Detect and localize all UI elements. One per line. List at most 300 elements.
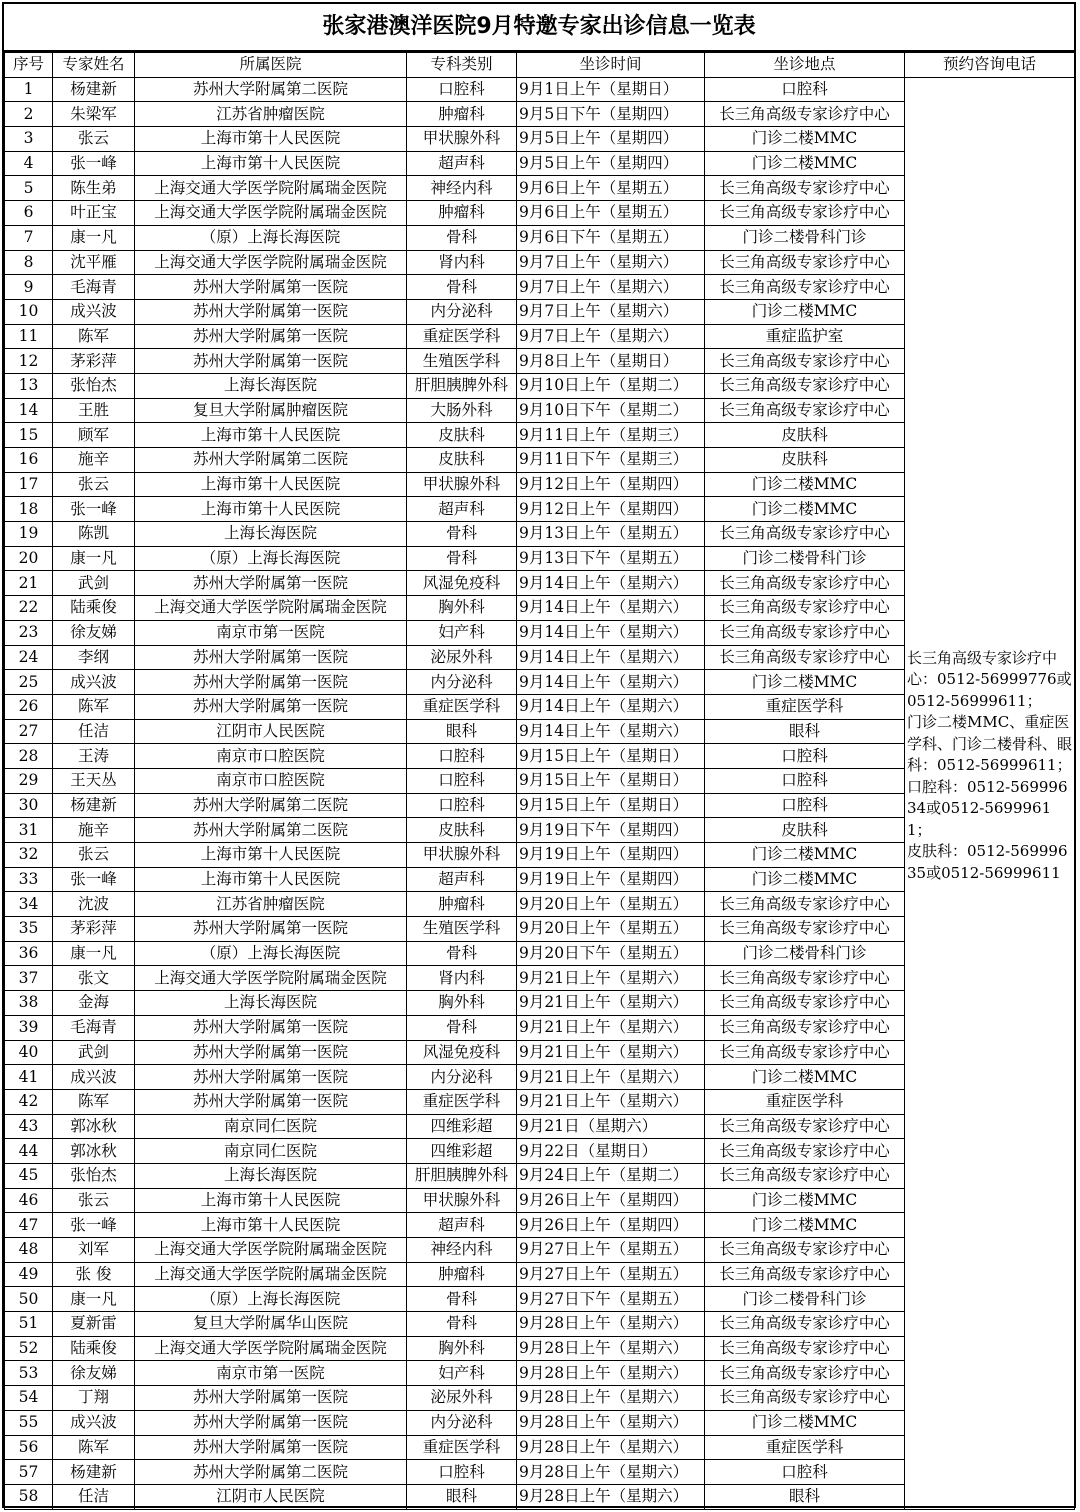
cell-no: 24: [5, 645, 53, 670]
cell-dept: 重症医学科: [407, 694, 517, 719]
cell-name: 顾军: [53, 423, 135, 448]
cell-name: 杨建新: [53, 77, 135, 102]
cell-name: 武剑: [53, 571, 135, 596]
cell-hospital: 苏州大学附属第一医院: [135, 1040, 407, 1065]
cell-location: 长三角高级专家诊疗中心: [705, 620, 905, 645]
cell-dept: 甲状腺外科: [407, 472, 517, 497]
header-no: 序号: [5, 53, 53, 78]
cell-location: 门诊二楼骨科门诊: [705, 225, 905, 250]
cell-no: 23: [5, 620, 53, 645]
cell-dept: 超声科: [407, 1213, 517, 1238]
cell-dept: 妇产科: [407, 620, 517, 645]
cell-hospital: 苏州大学附属第一医院: [135, 670, 407, 695]
cell-no: 55: [5, 1410, 53, 1435]
cell-time: 9月10日上午（星期二）: [517, 373, 705, 398]
cell-time: 9月14日上午（星期六）: [517, 719, 705, 744]
cell-name: 成兴波: [53, 670, 135, 695]
cell-no: 51: [5, 1312, 53, 1337]
cell-hospital: 苏州大学附属第一医院: [135, 694, 407, 719]
cell-location: 长三角高级专家诊疗中心: [705, 1386, 905, 1411]
cell-hospital: 上海交通大学医学院附属瑞金医院: [135, 201, 407, 226]
cell-dept: 肿瘤科: [407, 201, 517, 226]
cell-dept: 内分泌科: [407, 1065, 517, 1090]
cell-no: 20: [5, 546, 53, 571]
cell-hospital: （原）上海长海医院: [135, 546, 407, 571]
cell-location: 长三角高级专家诊疗中心: [705, 1015, 905, 1040]
cell-name: 刘军: [53, 1238, 135, 1263]
cell-location: 长三角高级专家诊疗中心: [705, 1139, 905, 1164]
cell-dept: 肾内科: [407, 966, 517, 991]
header-phone: 预约咨询电话: [905, 53, 1075, 78]
cell-location: 长三角高级专家诊疗中心: [705, 966, 905, 991]
cell-no: 28: [5, 744, 53, 769]
cell-name: 张一峰: [53, 1213, 135, 1238]
cell-no: 11: [5, 324, 53, 349]
cell-time: 9月5日上午（星期四）: [517, 151, 705, 176]
cell-time: 9月7日上午（星期六）: [517, 275, 705, 300]
header-name: 专家姓名: [53, 53, 135, 78]
cell-no: 50: [5, 1287, 53, 1312]
cell-name: 张怡杰: [53, 373, 135, 398]
cell-location: 皮肤科: [705, 818, 905, 843]
cell-location: 长三角高级专家诊疗中心: [705, 522, 905, 547]
cell-hospital: 上海交通大学医学院附属瑞金医院: [135, 176, 407, 201]
cell-no: 47: [5, 1213, 53, 1238]
cell-time: 9月15日上午（星期日）: [517, 768, 705, 793]
cell-name: 张云: [53, 1188, 135, 1213]
cell-name: 张一峰: [53, 497, 135, 522]
cell-hospital: 南京同仁医院: [135, 1139, 407, 1164]
cell-dept: 骨科: [407, 1312, 517, 1337]
cell-time: 9月28日上午（星期六）: [517, 1386, 705, 1411]
cell-dept: 口腔科: [407, 768, 517, 793]
cell-no: 30: [5, 793, 53, 818]
cell-hospital: （原）上海长海医院: [135, 1287, 407, 1312]
cell-location: 皮肤科: [705, 423, 905, 448]
cell-time: 9月21日上午（星期六）: [517, 1015, 705, 1040]
cell-hospital: 上海市第十人民医院: [135, 843, 407, 868]
cell-no: 14: [5, 398, 53, 423]
cell-dept: 重症医学科: [407, 1089, 517, 1114]
cell-name: 杨建新: [53, 793, 135, 818]
cell-name: 夏新雷: [53, 1312, 135, 1337]
header-hospital: 所属医院: [135, 53, 407, 78]
cell-no: 17: [5, 472, 53, 497]
cell-hospital: 苏州大学附属第一医院: [135, 917, 407, 942]
cell-no: 16: [5, 448, 53, 473]
cell-time: 9月15日上午（星期日）: [517, 793, 705, 818]
cell-name: 陆乘俊: [53, 1336, 135, 1361]
cell-time: 9月28日上午（星期六）: [517, 1312, 705, 1337]
cell-dept: 内分泌科: [407, 1410, 517, 1435]
cell-name: 杨建新: [53, 1460, 135, 1485]
cell-name: 康一凡: [53, 1287, 135, 1312]
cell-no: 8: [5, 250, 53, 275]
cell-name: 成兴波: [53, 299, 135, 324]
cell-hospital: 上海交通大学医学院附属瑞金医院: [135, 1262, 407, 1287]
cell-hospital: 南京市口腔医院: [135, 768, 407, 793]
cell-time: 9月27日下午（星期五）: [517, 1287, 705, 1312]
cell-no: 34: [5, 892, 53, 917]
cell-no: 4: [5, 151, 53, 176]
cell-no: 21: [5, 571, 53, 596]
cell-location: 长三角高级专家诊疗中心: [705, 176, 905, 201]
cell-dept: 口腔科: [407, 77, 517, 102]
cell-no: 45: [5, 1163, 53, 1188]
cell-time: 9月28日上午（星期六）: [517, 1460, 705, 1485]
cell-dept: 骨科: [407, 546, 517, 571]
cell-dept: 风湿免疫科: [407, 571, 517, 596]
cell-location: 长三角高级专家诊疗中心: [705, 917, 905, 942]
cell-name: 徐友娣: [53, 1361, 135, 1386]
cell-no: 39: [5, 1015, 53, 1040]
schedule-table: [4, 52, 1075, 1510]
cell-time: 9月19日上午（星期四）: [517, 867, 705, 892]
cell-hospital: 苏州大学附属第一医院: [135, 1435, 407, 1460]
cell-time: 9月5日下午（星期四）: [517, 102, 705, 127]
cell-time: 9月22日（星期日）: [517, 1139, 705, 1164]
cell-name: 张一峰: [53, 867, 135, 892]
cell-name: 陈军: [53, 1435, 135, 1460]
cell-hospital: 上海市第十人民医院: [135, 472, 407, 497]
cell-location: 门诊二楼骨科门诊: [705, 941, 905, 966]
cell-location: 眼科: [705, 1484, 905, 1509]
cell-time: 9月24日上午（星期二）: [517, 1163, 705, 1188]
cell-name: 陈生弟: [53, 176, 135, 201]
cell-dept: 皮肤科: [407, 818, 517, 843]
cell-dept: 肾内科: [407, 250, 517, 275]
cell-no: 22: [5, 596, 53, 621]
cell-name: 张文: [53, 966, 135, 991]
cell-dept: 骨科: [407, 1015, 517, 1040]
cell-time: 9月26日上午（星期四）: [517, 1188, 705, 1213]
cell-hospital: 苏州大学附属第一医院: [135, 299, 407, 324]
cell-dept: 重症医学科: [407, 1435, 517, 1460]
cell-time: 9月8日上午（星期日）: [517, 349, 705, 374]
cell-dept: 皮肤科: [407, 448, 517, 473]
cell-dept: 四维彩超: [407, 1139, 517, 1164]
cell-time: 9月5日上午（星期四）: [517, 127, 705, 152]
cell-time: 9月12日上午（星期四）: [517, 472, 705, 497]
cell-name: 毛海青: [53, 1015, 135, 1040]
cell-location: 长三角高级专家诊疗中心: [705, 373, 905, 398]
cell-name: 任洁: [53, 1484, 135, 1509]
cell-time: 9月28日上午（星期六）: [517, 1484, 705, 1509]
cell-time: 9月21日上午（星期六）: [517, 1089, 705, 1114]
cell-location: 门诊二楼MMC: [705, 843, 905, 868]
cell-no: 54: [5, 1386, 53, 1411]
cell-time: 9月19日下午（星期四）: [517, 818, 705, 843]
cell-time: 9月14日上午（星期六）: [517, 620, 705, 645]
cell-hospital: 上海市第十人民医院: [135, 1188, 407, 1213]
cell-location: 门诊二楼MMC: [705, 127, 905, 152]
cell-no: 58: [5, 1484, 53, 1509]
cell-dept: 生殖医学科: [407, 917, 517, 942]
cell-name: 施辛: [53, 448, 135, 473]
cell-no: 18: [5, 497, 53, 522]
cell-time: 9月21日上午（星期六）: [517, 966, 705, 991]
cell-dept: 内分泌科: [407, 299, 517, 324]
cell-time: 9月6日上午（星期五）: [517, 176, 705, 201]
cell-no: 42: [5, 1089, 53, 1114]
cell-name: 徐友娣: [53, 620, 135, 645]
cell-no: 35: [5, 917, 53, 942]
cell-location: 长三角高级专家诊疗中心: [705, 398, 905, 423]
cell-name: 陈凯: [53, 522, 135, 547]
cell-location: 长三角高级专家诊疗中心: [705, 1262, 905, 1287]
cell-dept: 风湿免疫科: [407, 1040, 517, 1065]
cell-hospital: 苏州大学附属第一医院: [135, 571, 407, 596]
cell-location: 门诊二楼MMC: [705, 151, 905, 176]
cell-name: 张 俊: [53, 1262, 135, 1287]
cell-hospital: 上海市第十人民医院: [135, 423, 407, 448]
cell-location: 门诊二楼MMC: [705, 1410, 905, 1435]
cell-no: 9: [5, 275, 53, 300]
cell-time: 9月21日上午（星期六）: [517, 1065, 705, 1090]
cell-name: 沈波: [53, 892, 135, 917]
cell-dept: 皮肤科: [407, 423, 517, 448]
cell-no: 26: [5, 694, 53, 719]
cell-no: 13: [5, 373, 53, 398]
cell-hospital: 苏州大学附属第二医院: [135, 818, 407, 843]
cell-no: 41: [5, 1065, 53, 1090]
cell-dept: 肿瘤科: [407, 1262, 517, 1287]
cell-hospital: （原）上海长海医院: [135, 225, 407, 250]
cell-location: 重症医学科: [705, 694, 905, 719]
cell-time: 9月28日上午（星期六）: [517, 1410, 705, 1435]
cell-dept: 重症医学科: [407, 324, 517, 349]
cell-dept: 胸外科: [407, 596, 517, 621]
cell-hospital: 苏州大学附属第一医院: [135, 324, 407, 349]
cell-dept: 甲状腺外科: [407, 1188, 517, 1213]
cell-time: 9月27日上午（星期五）: [517, 1262, 705, 1287]
cell-dept: 甲状腺外科: [407, 127, 517, 152]
cell-no: 1: [5, 77, 53, 102]
cell-hospital: 上海交通大学医学院附属瑞金医院: [135, 1336, 407, 1361]
cell-dept: 超声科: [407, 497, 517, 522]
cell-dept: 骨科: [407, 941, 517, 966]
cell-hospital: 上海长海医院: [135, 991, 407, 1016]
cell-location: 皮肤科: [705, 448, 905, 473]
cell-time: 9月19日上午（星期四）: [517, 843, 705, 868]
cell-location: 长三角高级专家诊疗中心: [705, 275, 905, 300]
cell-location: 长三角高级专家诊疗中心: [705, 1238, 905, 1263]
cell-time: 9月14日上午（星期六）: [517, 694, 705, 719]
cell-dept: 肿瘤科: [407, 102, 517, 127]
cell-time: 9月11日上午（星期三）: [517, 423, 705, 448]
cell-location: 门诊二楼MMC: [705, 1188, 905, 1213]
cell-time: 9月14日上午（星期六）: [517, 670, 705, 695]
table-body: [5, 77, 1075, 1509]
cell-hospital: 江苏省肿瘤医院: [135, 892, 407, 917]
header-location: 坐诊地点: [705, 53, 905, 78]
cell-no: 40: [5, 1040, 53, 1065]
phone-line: 门诊二楼MMC、重症医学科、门诊二楼骨科、眼科：0512-56999611；: [907, 713, 1073, 775]
cell-dept: 胸外科: [407, 1336, 517, 1361]
cell-location: 长三角高级专家诊疗中心: [705, 201, 905, 226]
cell-location: 门诊二楼MMC: [705, 299, 905, 324]
cell-dept: 神经内科: [407, 176, 517, 201]
cell-dept: 四维彩超: [407, 1114, 517, 1139]
cell-location: 长三角高级专家诊疗中心: [705, 1040, 905, 1065]
cell-no: 49: [5, 1262, 53, 1287]
cell-time: 9月6日上午（星期五）: [517, 201, 705, 226]
cell-no: 29: [5, 768, 53, 793]
cell-dept: 肿瘤科: [407, 892, 517, 917]
cell-no: 25: [5, 670, 53, 695]
cell-name: 张怡杰: [53, 1163, 135, 1188]
cell-hospital: 上海长海医院: [135, 373, 407, 398]
cell-name: 陈军: [53, 694, 135, 719]
cell-no: 53: [5, 1361, 53, 1386]
cell-time: 9月12日上午（星期四）: [517, 497, 705, 522]
cell-hospital: 上海市第十人民医院: [135, 497, 407, 522]
cell-no: 31: [5, 818, 53, 843]
cell-name: 陆乘俊: [53, 596, 135, 621]
cell-no: 38: [5, 991, 53, 1016]
cell-time: 9月13日上午（星期五）: [517, 522, 705, 547]
cell-name: 张一峰: [53, 151, 135, 176]
cell-dept: 生殖医学科: [407, 349, 517, 374]
cell-location: 长三角高级专家诊疗中心: [705, 1336, 905, 1361]
cell-no: 2: [5, 102, 53, 127]
cell-location: 长三角高级专家诊疗中心: [705, 1312, 905, 1337]
cell-location: 口腔科: [705, 768, 905, 793]
cell-dept: 骨科: [407, 1287, 517, 1312]
cell-time: 9月20日下午（星期五）: [517, 941, 705, 966]
table-row: [5, 77, 1075, 102]
cell-no: 37: [5, 966, 53, 991]
cell-location: 长三角高级专家诊疗中心: [705, 571, 905, 596]
cell-hospital: 上海长海医院: [135, 1163, 407, 1188]
cell-location: 门诊二楼MMC: [705, 472, 905, 497]
cell-time: 9月11日下午（星期三）: [517, 448, 705, 473]
cell-name: 毛海青: [53, 275, 135, 300]
cell-name: 康一凡: [53, 546, 135, 571]
cell-dept: 口腔科: [407, 744, 517, 769]
cell-name: 沈平雁: [53, 250, 135, 275]
cell-no: 48: [5, 1238, 53, 1263]
cell-hospital: 江阴市人民医院: [135, 719, 407, 744]
cell-dept: 骨科: [407, 225, 517, 250]
cell-time: 9月7日上午（星期六）: [517, 324, 705, 349]
cell-name: 张云: [53, 127, 135, 152]
cell-dept: 大肠外科: [407, 398, 517, 423]
cell-hospital: 上海市第十人民医院: [135, 151, 407, 176]
cell-location: 长三角高级专家诊疗中心: [705, 892, 905, 917]
cell-dept: 泌尿外科: [407, 1386, 517, 1411]
cell-no: 19: [5, 522, 53, 547]
cell-hospital: 南京同仁医院: [135, 1114, 407, 1139]
cell-location: 长三角高级专家诊疗中心: [705, 1163, 905, 1188]
cell-location: 重症监护室: [705, 324, 905, 349]
phone-line: 口腔科：0512-56999634或0512-56999611；: [907, 777, 1068, 839]
cell-dept: 口腔科: [407, 793, 517, 818]
cell-time: 9月20日上午（星期五）: [517, 917, 705, 942]
cell-hospital: 苏州大学附属第一医院: [135, 349, 407, 374]
cell-name: 金海: [53, 991, 135, 1016]
header-time: 坐诊时间: [517, 53, 705, 78]
cell-dept: 泌尿外科: [407, 645, 517, 670]
cell-no: 6: [5, 201, 53, 226]
cell-location: 口腔科: [705, 744, 905, 769]
cell-hospital: 上海市第十人民医院: [135, 1213, 407, 1238]
cell-hospital: 南京市第一医院: [135, 620, 407, 645]
cell-location: 门诊二楼MMC: [705, 670, 905, 695]
cell-location: 长三角高级专家诊疗中心: [705, 991, 905, 1016]
cell-no: 32: [5, 843, 53, 868]
cell-name: 武剑: [53, 1040, 135, 1065]
cell-location: 长三角高级专家诊疗中心: [705, 1114, 905, 1139]
cell-time: 9月14日上午（星期六）: [517, 571, 705, 596]
cell-name: 王天丛: [53, 768, 135, 793]
cell-no: 3: [5, 127, 53, 152]
cell-time: 9月26日上午（星期四）: [517, 1213, 705, 1238]
cell-dept: 肝胆胰脾外科: [407, 373, 517, 398]
cell-name: 郭冰秋: [53, 1114, 135, 1139]
phone-line: 皮肤科：0512-56999635或0512-56999611: [907, 842, 1068, 882]
cell-dept: 眼科: [407, 719, 517, 744]
cell-time: 9月28日上午（星期六）: [517, 1435, 705, 1460]
cell-no: 56: [5, 1435, 53, 1460]
schedule-sheet: [2, 2, 1076, 1508]
cell-dept: 口腔科: [407, 1460, 517, 1485]
cell-no: 27: [5, 719, 53, 744]
cell-no: 57: [5, 1460, 53, 1485]
cell-hospital: 上海交通大学医学院附属瑞金医院: [135, 250, 407, 275]
cell-hospital: 苏州大学附属第一医院: [135, 1065, 407, 1090]
cell-name: 任洁: [53, 719, 135, 744]
cell-location: 门诊二楼MMC: [705, 1065, 905, 1090]
cell-time: 9月28日上午（星期六）: [517, 1336, 705, 1361]
cell-dept: 肝胆胰脾外科: [407, 1163, 517, 1188]
cell-hospital: 苏州大学附属第一医院: [135, 1410, 407, 1435]
cell-time: 9月7日上午（星期六）: [517, 299, 705, 324]
cell-name: 康一凡: [53, 225, 135, 250]
cell-no: 15: [5, 423, 53, 448]
cell-location: 口腔科: [705, 793, 905, 818]
cell-dept: 眼科: [407, 1484, 517, 1509]
cell-name: 成兴波: [53, 1065, 135, 1090]
cell-no: 10: [5, 299, 53, 324]
cell-location: 长三角高级专家诊疗中心: [705, 645, 905, 670]
cell-time: 9月14日上午（星期六）: [517, 596, 705, 621]
cell-dept: 超声科: [407, 867, 517, 892]
cell-name: 丁翔: [53, 1386, 135, 1411]
cell-no: 52: [5, 1336, 53, 1361]
page-title: 张家港澳洋医院9月特邀专家出诊信息一览表: [4, 4, 1074, 52]
cell-location: 门诊二楼骨科门诊: [705, 1287, 905, 1312]
cell-hospital: 上海交通大学医学院附属瑞金医院: [135, 966, 407, 991]
cell-time: 9月10日下午（星期二）: [517, 398, 705, 423]
cell-location: 口腔科: [705, 1460, 905, 1485]
cell-name: 王胜: [53, 398, 135, 423]
cell-time: 9月13日下午（星期五）: [517, 546, 705, 571]
cell-time: 9月28日上午（星期六）: [517, 1361, 705, 1386]
cell-hospital: 苏州大学附属第一医院: [135, 1015, 407, 1040]
cell-name: 陈军: [53, 1089, 135, 1114]
cell-hospital: 上海交通大学医学院附属瑞金医院: [135, 596, 407, 621]
cell-location: 长三角高级专家诊疗中心: [705, 349, 905, 374]
cell-dept: 超声科: [407, 151, 517, 176]
header-dept: 专科类别: [407, 53, 517, 78]
cell-name: 张云: [53, 472, 135, 497]
cell-location: 长三角高级专家诊疗中心: [705, 596, 905, 621]
cell-dept: 妇产科: [407, 1361, 517, 1386]
cell-location: 重症医学科: [705, 1089, 905, 1114]
cell-hospital: 复旦大学附属肿瘤医院: [135, 398, 407, 423]
phone-info-cell: [905, 77, 1075, 1509]
